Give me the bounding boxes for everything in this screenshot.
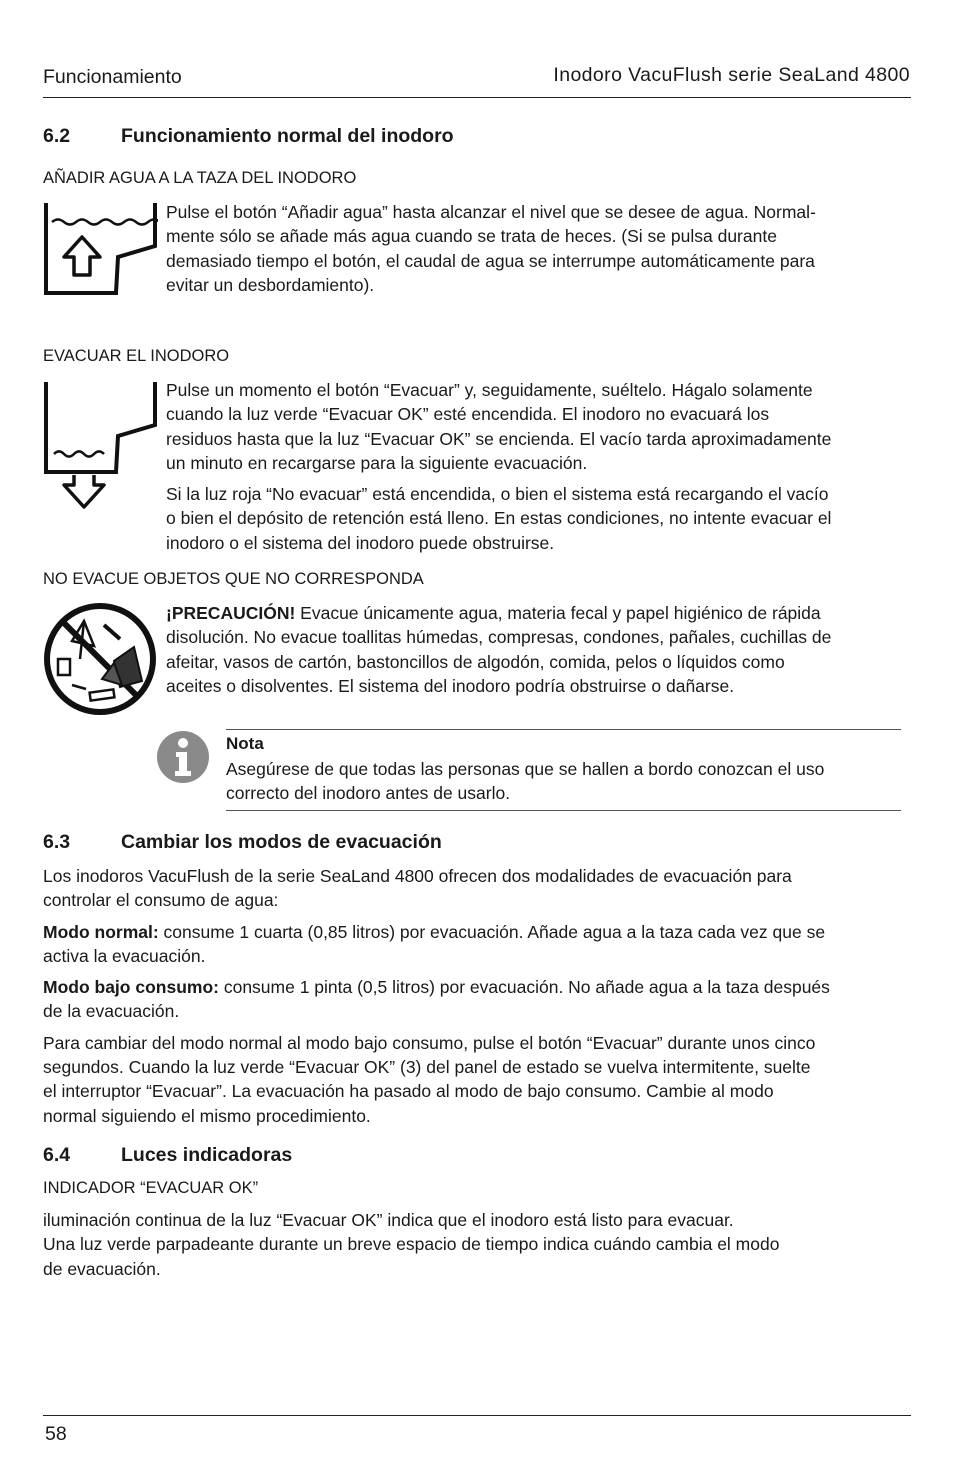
section-title: Cambiar los modos de evacuación [121,831,442,853]
section-6-2-heading [43,125,454,148]
add-water-heading: AÑADIR AGUA A LA TAZA DEL INODORO [43,169,357,187]
flush-icon [42,379,158,511]
section-6-4-body: iluminación continua de la luz “Evacuar OK” indica que el inodoro está listo para evacuar. Una luz verde parpadeante durante un breve espacio de tiempo indica cuándo cambia el modo de evacuación. [43,1210,780,1279]
header-right: Inodoro VacuFlush serie SeaLand 4800 [553,64,910,86]
footer-rule [43,1415,911,1416]
add-water-text: Pulse el botón “Añadir agua” hasta alcanzar el nivel que se desee de agua. Normal- mente sólo se añade más agua cuando se trata de heces. (Si se pulsa durante demasiado tiempo el botón, el caudal de agua se interrumpe automáticamente para evitar un desbordamiento). [166,202,816,295]
section-title: Funcionamiento normal del inodoro [121,125,454,147]
section-title: Luces indicadoras [121,1144,293,1166]
note-label: Nota [226,734,264,753]
section-6-3-body: Los inodoros VacuFlush de la serie SeaLand 4800 ofrecen dos modalidades de evacuación para controlar el consumo de agua: Modo normal: consume 1 cuarta (0,85 litros) por evacuación. Añade agua a la taza cada vez que se activa la evacuación. Modo bajo consumo: consume 1 pinta (0,5 litros) por evacuación. No añade agua a la taza después de la evacuación. Para cambiar del modo normal al modo bajo consumo, pulse el botón “Evacuar” durante unos cinco segundos. Cuando la luz verde “Evacuar OK” (3) del panel de estado se vuelva intermitente, suelte el interruptor “Evacuar”. La evacuación ha pasado al modo de bajo consumo. Cambie al modo normal siguiendo el mismo procedimiento. [43,866,830,1126]
section-number: 6.3 [43,831,71,853]
section-6-4-heading [43,1144,292,1167]
no-objects-text: ¡PRECAUCIÓN! Evacue únicamente agua, materia fecal y papel higiénico de rápida disolución. No evacue toallitas húmedas, compresas, condones, pañales, cuchillas de afeitar, vasos de cartón, bastoncillos de algodón, comida, pelos o líquidos como aceites o disolventes. El sistema del inodoro podría obstruirse o dañarse. [166,603,832,696]
indicator-heading: INDICADOR “EVACUAR OK” [43,1179,259,1197]
note-rule-bottom [226,810,901,811]
flush-heading: EVACUAR EL INODORO [43,347,230,365]
caution-label: ¡PRECAUCIÓN! [166,603,296,623]
note-text: Asegúrese de que todas las personas que se hallen a bordo conozcan el uso correcto del inodoro antes de usarlo. [226,759,825,804]
page-number: 58 [45,1423,67,1445]
header-rule [43,97,911,98]
flush-text: Pulse un momento el botón “Evacuar” y, seguidamente, suéltelo. Hágalo solamente cuando la luz verde “Evacuar OK” esté encendida. El inodoro no evacuará los residuos hasta que la luz “Evacuar OK” se encienda. El vacío tarda aproximadamente un minuto en recargarse para la siguiente evacuación. Si la luz roja “No evacuar” está encendida, o bien el sistema está recargando el vacío o bien el depósito de retención está lleno. En estas condiciones, no intente evacuar el inodoro o el sistema del inodoro puede obstruirse. [166,380,832,553]
section-6-3-heading [43,831,442,854]
info-icon [156,730,210,784]
add-water-icon [42,200,158,296]
section-number: 6.4 [43,1144,71,1166]
no-objects-heading: NO EVACUE OBJETOS QUE NO CORRESPONDA [43,570,424,588]
section-number: 6.2 [43,125,71,147]
note-rule-top [226,729,901,730]
header-left: Funcionamiento [43,66,182,88]
no-objects-icon [42,601,158,717]
low-mode-label: Modo bajo consumo: [43,977,219,998]
normal-mode-label: Modo normal: [43,921,159,942]
